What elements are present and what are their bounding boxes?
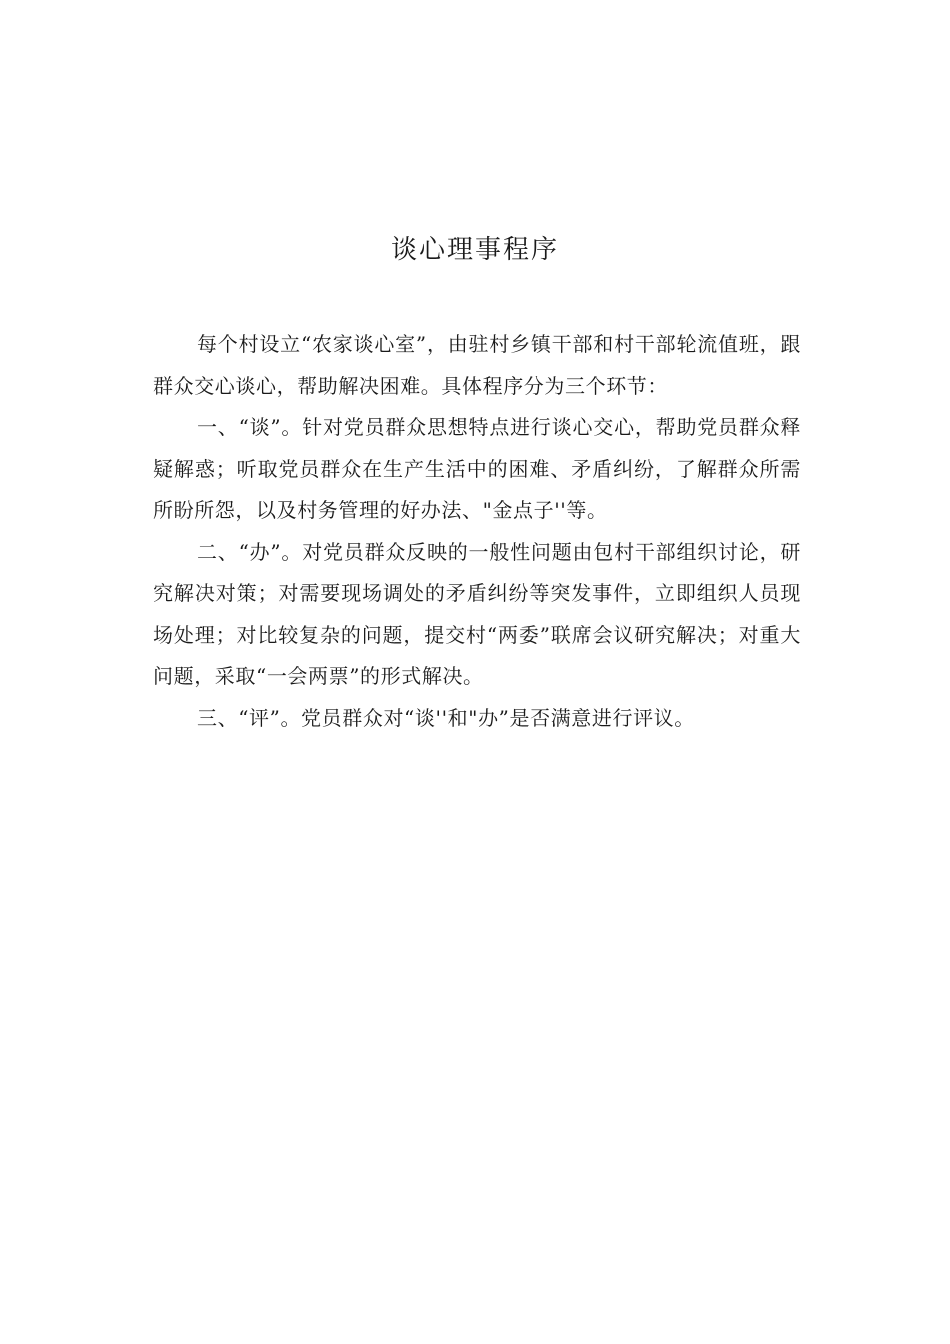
document-title: 谈心理事程序 <box>390 235 559 265</box>
intro-paragraph: 每个村设立“农家谈心室”，由驻村乡镇干部和村干部轮流值班，跟群众交心谈心，帮助解决困难。具体程序分为三个环节： <box>153 332 801 398</box>
document-body <box>153 324 801 739</box>
step-talk-paragraph: 一、“谈”。针对党员群众思想特点进行谈心交心，帮助党员群众释疑解惑；听取党员群众在生产生活中的困难、矛盾纠纷，了解群众所需所盼所怨，以及村务管理的好办法、"金点子''等。 <box>153 415 801 522</box>
step-handle-paragraph: 二、“办”。对党员群众反映的一般性问题由包村干部组织讨论，研究解决对策；对需要现场调处的矛盾纠纷等突发事件，立即组织人员现场处理；对比较复杂的问题，提交村“两委”联席会议研究解决；对重大问题，采取“一会两票”的形式解决。 <box>153 539 801 688</box>
step-evaluate-paragraph: 三、“评”。党员群众对“谈''和"办”是否满意进行评议。 <box>197 705 695 730</box>
